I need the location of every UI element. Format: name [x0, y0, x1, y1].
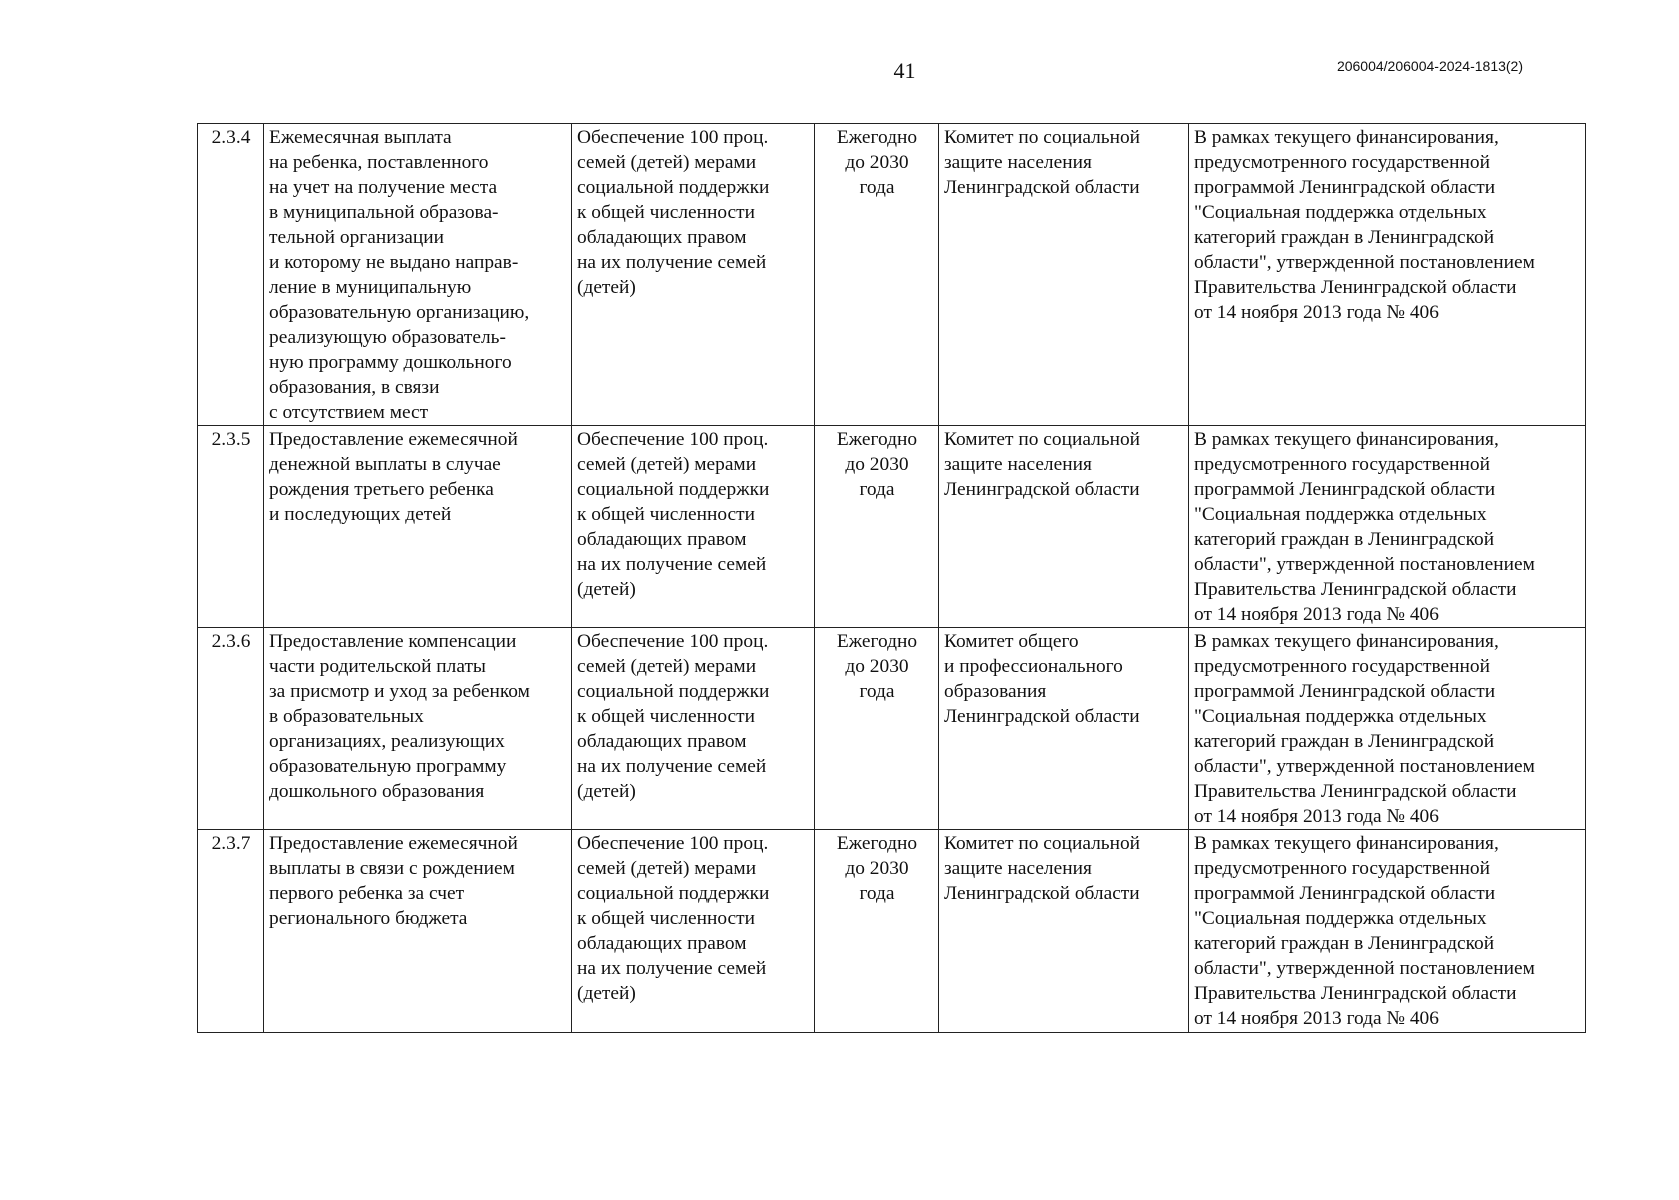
executor-line: Ленинградской области [944, 706, 1140, 727]
document-code: 206004/206004-2024-1813(2) [1336, 58, 1523, 74]
term-line: до 2030 [845, 858, 909, 879]
measure-line: с отсутствием мест [269, 402, 429, 423]
measure-line: образовательную организацию, [269, 302, 530, 323]
term-line: до 2030 [845, 152, 909, 173]
financing-cell [1189, 628, 1586, 830]
result-line: (детей) [577, 983, 636, 1004]
executor-cell [939, 426, 1189, 628]
result-line: на их получение семей [577, 756, 767, 777]
result-line: Обеспечение 100 проц. [577, 127, 769, 148]
row-number: 2.3.6 [198, 628, 264, 830]
result-line: обладающих правом [577, 933, 747, 954]
result-line: семей (детей) мерами [577, 656, 757, 677]
financing-line: категорий граждан в Ленинградской [1194, 227, 1495, 248]
term-line: года [859, 883, 895, 904]
measure-line: ную программу дошкольного [269, 352, 512, 373]
term-line: до 2030 [845, 656, 909, 677]
term-cell [815, 426, 939, 628]
result-line: Обеспечение 100 проц. [577, 833, 769, 854]
executor-line: Комитет общего [944, 631, 1079, 652]
financing-line: предусмотренного государственной [1194, 454, 1490, 475]
measure-line: образовательную программу [269, 756, 507, 777]
financing-line: программой Ленинградской области [1194, 883, 1496, 904]
measure-line: первого ребенка за счет [269, 883, 465, 904]
executor-line: Ленинградской области [944, 883, 1140, 904]
financing-line: В рамках текущего финансирования, [1194, 429, 1499, 450]
result-line: обладающих правом [577, 529, 747, 550]
result-line: семей (детей) мерами [577, 858, 757, 879]
row-number: 2.3.4 [198, 124, 264, 426]
measure-line: части родительской платы [269, 656, 486, 677]
result-line: Обеспечение 100 проц. [577, 631, 769, 652]
financing-line: "Социальная поддержка отдельных [1194, 706, 1487, 727]
table-row [198, 628, 1586, 830]
financing-line: "Социальная поддержка отдельных [1194, 908, 1487, 929]
measure-line: Предоставление ежемесячной [269, 429, 518, 450]
measures-table [197, 123, 1586, 1033]
result-line: социальной поддержки [577, 681, 770, 702]
executor-line: защите населения [944, 152, 1092, 173]
financing-line: В рамках текущего финансирования, [1194, 833, 1499, 854]
financing-line: категорий граждан в Ленинградской [1194, 933, 1495, 954]
row-number: 2.3.5 [198, 426, 264, 628]
measure-line: дошкольного образования [269, 781, 485, 802]
result-line: социальной поддержки [577, 479, 770, 500]
page-number: 41 [893, 58, 916, 83]
financing-line: области", утвержденной постановлением [1194, 756, 1535, 777]
measure-line: рождения третьего ребенка [269, 479, 494, 500]
executor-line: защите населения [944, 858, 1092, 879]
term-line: года [859, 479, 895, 500]
result-line: к общей численности [577, 908, 756, 929]
financing-line: предусмотренного государственной [1194, 152, 1490, 173]
term-cell [815, 830, 939, 1033]
financing-line: от 14 ноября 2013 года № 406 [1194, 1008, 1439, 1029]
financing-line: области", утвержденной постановлением [1194, 252, 1535, 273]
term-line: Ежегодно [836, 631, 918, 652]
financing-line: Правительства Ленинградской области [1194, 277, 1517, 298]
financing-line: "Социальная поддержка отдельных [1194, 202, 1487, 223]
result-line: к общей численности [577, 504, 756, 525]
result-line: обладающих правом [577, 731, 747, 752]
result-line: (детей) [577, 277, 636, 298]
financing-line: от 14 ноября 2013 года № 406 [1194, 604, 1439, 625]
financing-line: Правительства Ленинградской области [1194, 579, 1517, 600]
measure-line: в муниципальной образова- [269, 202, 499, 223]
term-line: года [859, 177, 895, 198]
financing-line: области", утвержденной постановлением [1194, 554, 1535, 575]
measure-line: на учет на получение места [269, 177, 498, 198]
table-row [198, 830, 1586, 1033]
term-line: года [859, 681, 895, 702]
measure-line: Предоставление ежемесячной [269, 833, 518, 854]
term-line: Ежегодно [836, 127, 918, 148]
measure-line: и которому не выдано направ- [269, 252, 519, 273]
measure-line: Ежемесячная выплата [269, 127, 452, 148]
result-cell [572, 830, 815, 1033]
executor-line: защите населения [944, 454, 1092, 475]
result-line: к общей численности [577, 706, 756, 727]
result-line: к общей численности [577, 202, 756, 223]
executor-line: Ленинградской области [944, 479, 1140, 500]
financing-cell [1189, 124, 1586, 426]
financing-line: категорий граждан в Ленинградской [1194, 731, 1495, 752]
measure-line: выплаты в связи с рождением [269, 858, 515, 879]
result-line: на их получение семей [577, 958, 767, 979]
measure-line: в образовательных [269, 706, 424, 727]
measure-line: денежной выплаты в случае [269, 454, 501, 475]
executor-cell [939, 628, 1189, 830]
table-row [198, 124, 1586, 426]
result-line: социальной поддержки [577, 883, 770, 904]
result-line: Обеспечение 100 проц. [577, 429, 769, 450]
measure-line: за присмотр и уход за ребенком [269, 681, 530, 702]
term-cell [815, 628, 939, 830]
term-line: Ежегодно [836, 429, 918, 450]
executor-line: и профессионального [944, 656, 1123, 677]
executor-cell [939, 830, 1189, 1033]
result-line: на их получение семей [577, 554, 767, 575]
financing-line: от 14 ноября 2013 года № 406 [1194, 806, 1439, 827]
term-line: Ежегодно [836, 833, 918, 854]
measure-cell [264, 830, 572, 1033]
result-cell [572, 124, 815, 426]
financing-cell [1189, 426, 1586, 628]
result-line: (детей) [577, 781, 636, 802]
executor-line: Комитет по социальной [944, 833, 1141, 854]
result-cell [572, 426, 815, 628]
executor-line: Ленинградской области [944, 177, 1140, 198]
measure-line: регионального бюджета [269, 908, 468, 929]
financing-line: Правительства Ленинградской области [1194, 781, 1517, 802]
financing-line: области", утвержденной постановлением [1194, 958, 1535, 979]
financing-line: "Социальная поддержка отдельных [1194, 504, 1487, 525]
measure-line: тельной организации [269, 227, 444, 248]
measure-line: Предоставление компенсации [269, 631, 517, 652]
term-line: до 2030 [845, 454, 909, 475]
financing-line: В рамках текущего финансирования, [1194, 631, 1499, 652]
result-cell [572, 628, 815, 830]
measure-line: на ребенка, поставленного [269, 152, 489, 173]
result-line: социальной поддержки [577, 177, 770, 198]
term-cell [815, 124, 939, 426]
financing-line: предусмотренного государственной [1194, 858, 1490, 879]
measure-line: образования, в связи [269, 377, 440, 398]
measure-cell [264, 628, 572, 830]
executor-line: Комитет по социальной [944, 429, 1141, 450]
financing-line: предусмотренного государственной [1194, 656, 1490, 677]
financing-line: Правительства Ленинградской области [1194, 983, 1517, 1004]
measure-cell [264, 426, 572, 628]
result-line: (детей) [577, 579, 636, 600]
financing-line: категорий граждан в Ленинградской [1194, 529, 1495, 550]
measure-line: ление в муниципальную [269, 277, 472, 298]
measure-line: реализующую образователь- [269, 327, 506, 348]
executor-cell [939, 124, 1189, 426]
measure-line: и последующих детей [269, 504, 452, 525]
financing-cell [1189, 830, 1586, 1033]
row-number: 2.3.7 [198, 830, 264, 1033]
result-line: семей (детей) мерами [577, 454, 757, 475]
financing-line: от 14 ноября 2013 года № 406 [1194, 302, 1439, 323]
financing-line: программой Ленинградской области [1194, 479, 1496, 500]
measure-line: организациях, реализующих [269, 731, 505, 752]
result-line: обладающих правом [577, 227, 747, 248]
financing-line: программой Ленинградской области [1194, 177, 1496, 198]
result-line: семей (детей) мерами [577, 152, 757, 173]
financing-line: В рамках текущего финансирования, [1194, 127, 1499, 148]
executor-line: образования [944, 681, 1047, 702]
financing-line: программой Ленинградской области [1194, 681, 1496, 702]
result-line: на их получение семей [577, 252, 767, 273]
executor-line: Комитет по социальной [944, 127, 1141, 148]
measure-cell [264, 124, 572, 426]
table-row [198, 426, 1586, 628]
